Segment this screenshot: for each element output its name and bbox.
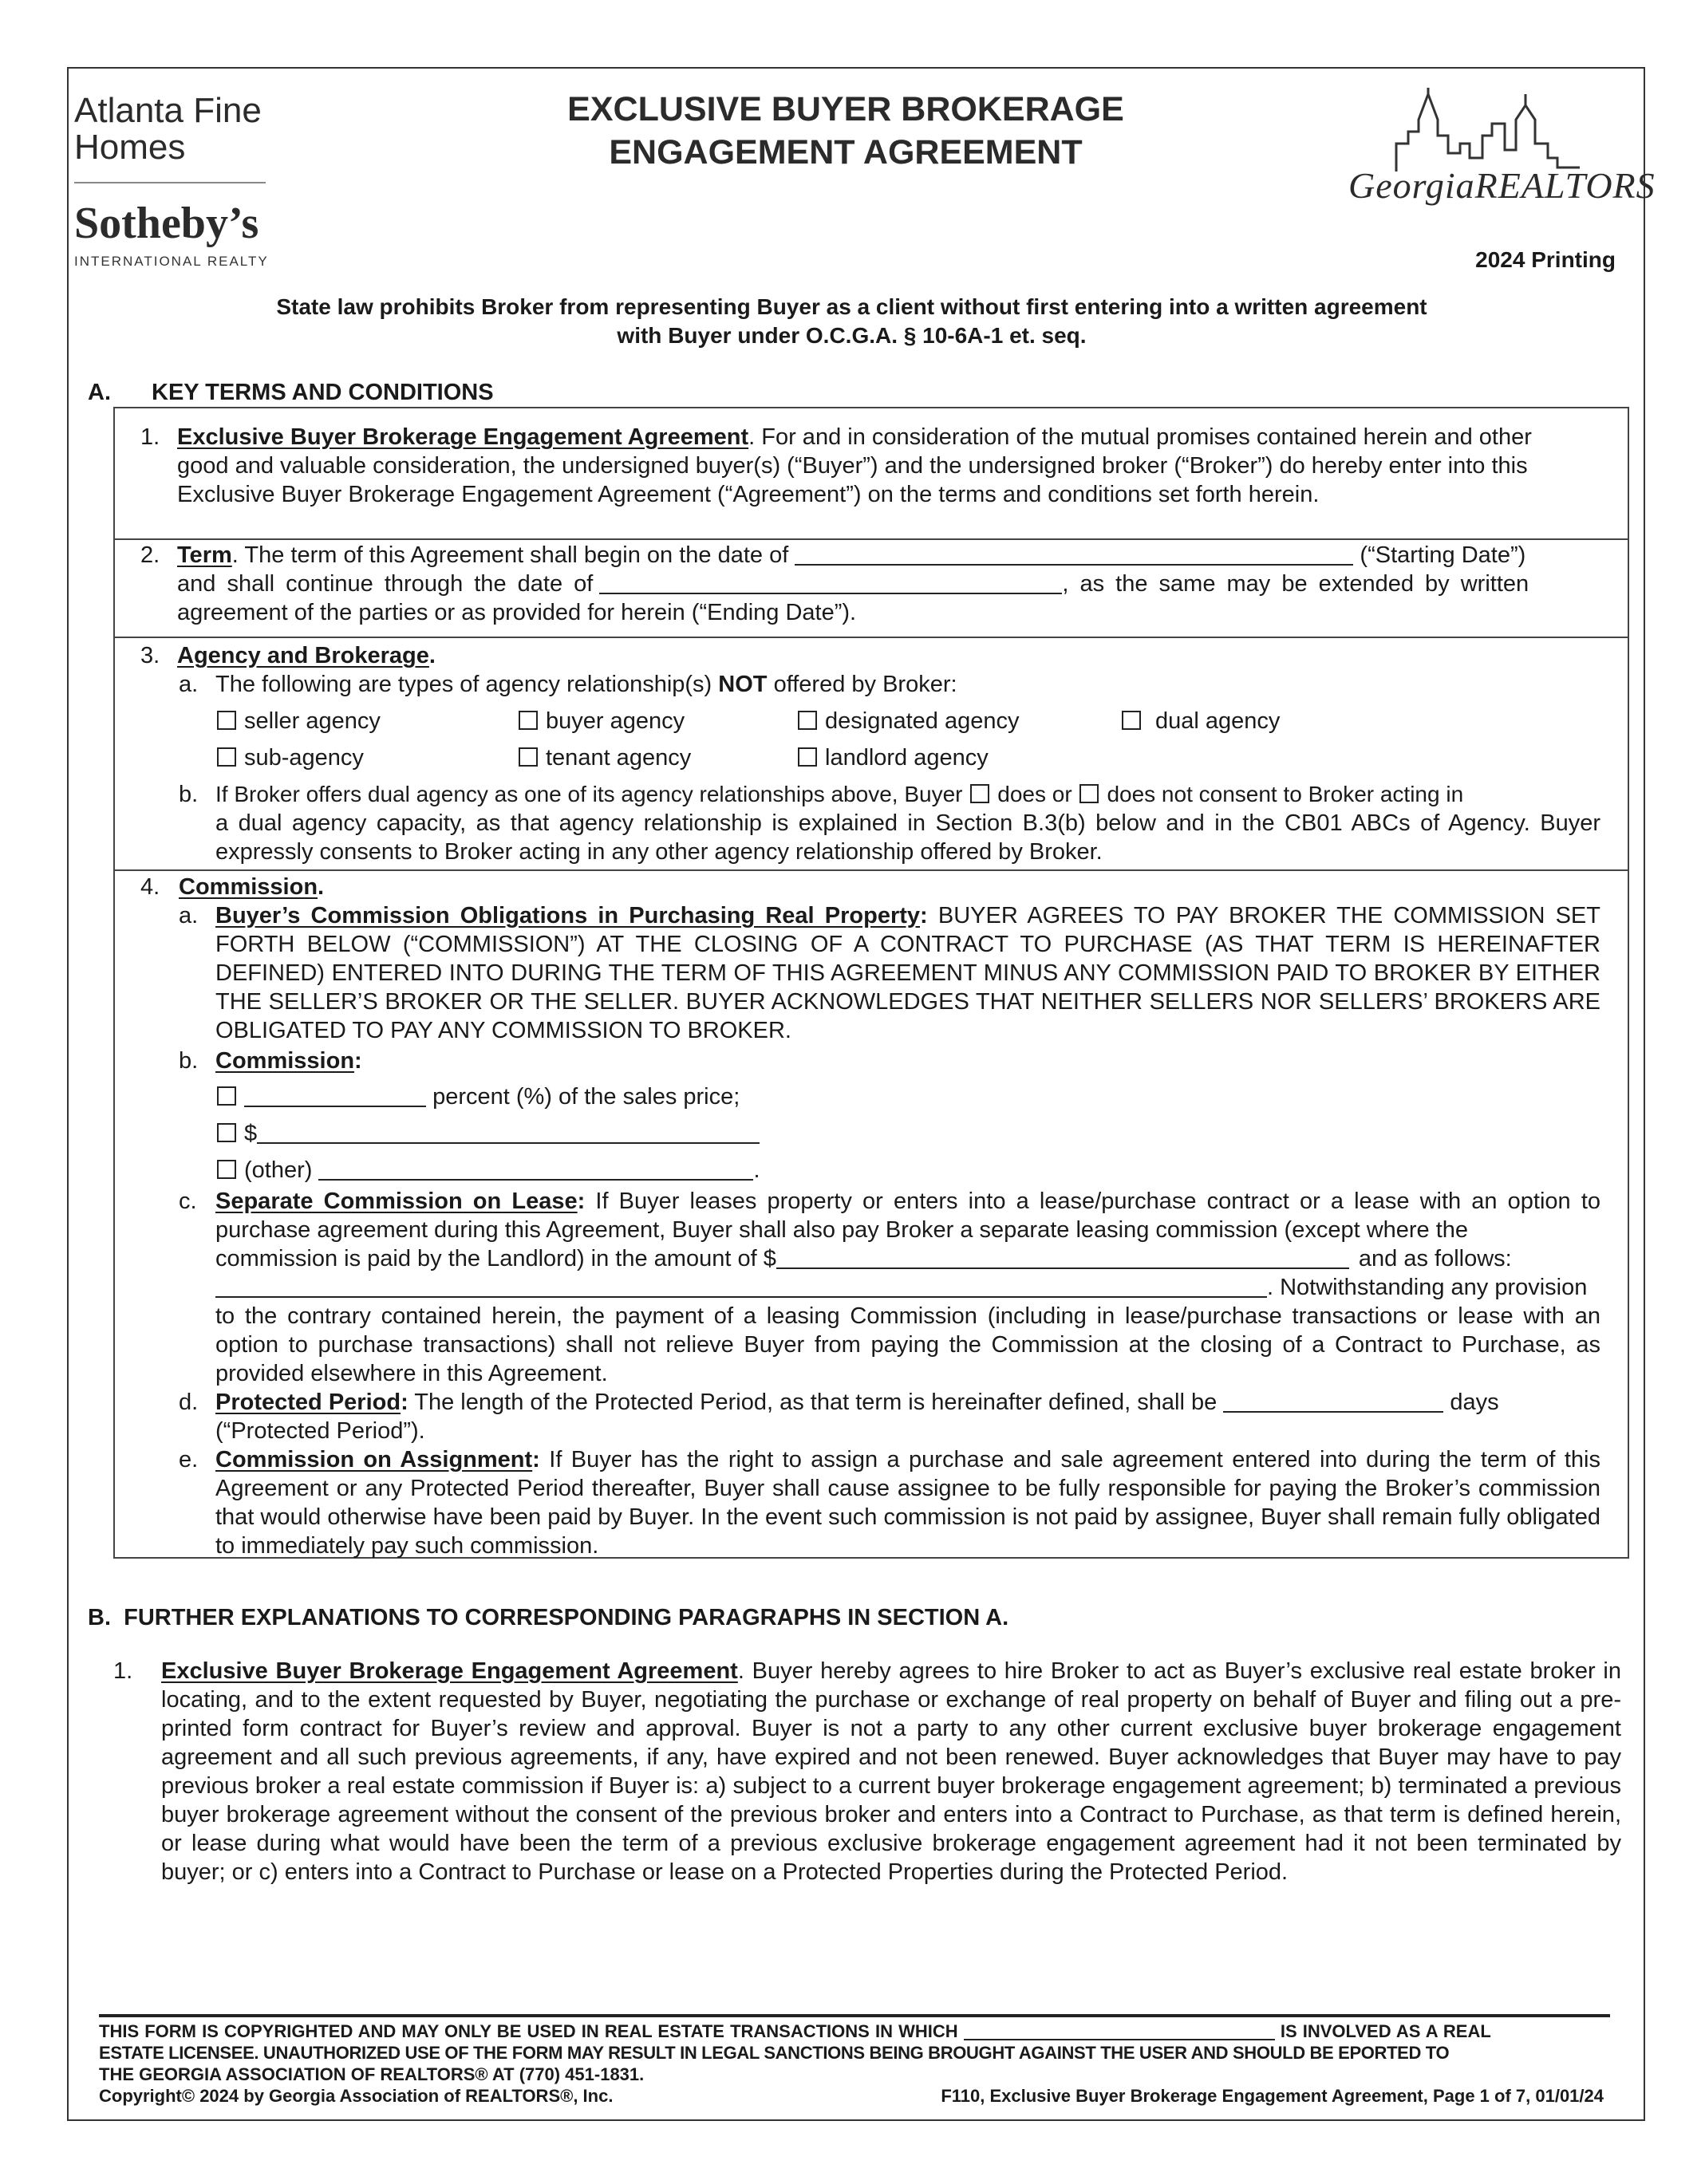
a3b-post: does not consent to Broker acting in	[1107, 782, 1464, 806]
dual-consent-checkbox[interactable]	[970, 784, 989, 803]
footer-line2: ESTATE LICENSEE. UNAUTHORIZED USE OF THE FORM MAY RESULT IN LEGAL SANCTIONS BEING BROUGHT AGAINST THE USER AND SHOULD BE EPORTED TO	[99, 2043, 1450, 2063]
starting-date-field[interactable]	[795, 545, 1353, 566]
option-designated-agency[interactable]	[798, 707, 1019, 735]
commission-percent-option[interactable]	[217, 1082, 740, 1111]
a4b-heading	[215, 1047, 362, 1075]
lease-commission-amount-field[interactable]	[776, 1248, 1349, 1269]
commission-dollar-option[interactable]	[217, 1119, 760, 1148]
a2-title: Term	[177, 542, 232, 568]
option-seller-agency[interactable]	[217, 707, 381, 735]
title-line2: ENGAGEMENT AGREEMENT	[609, 133, 1083, 171]
option-sub-agency[interactable]	[217, 743, 364, 772]
a3-heading	[177, 641, 436, 670]
a3-row-divider	[115, 637, 1628, 638]
checkbox-icon[interactable]	[519, 747, 538, 767]
footer-form-id: F110, Exclusive Buyer Brokerage Engagement Agreement, Page 1 of 7, 01/01/24	[941, 2086, 1604, 2106]
a4e-text: If Buyer has the right to assign a purchase and sale agreement entered into during the term of this Agreement or any Protected Period thereafter, Buyer shall cause assignee to be fully responsible for paying the Broker’s commission that would otherwise have been paid by Buyer. In the event such commission is not paid by assignee, Buyer shall remain fully obligated to immediately pay such commission.	[215, 1447, 1600, 1559]
a3a-pre: The following are types of agency relationship(s)	[215, 672, 712, 697]
a4d-days: days	[1450, 1390, 1499, 1415]
a3b-pre: If Broker offers dual agency as one of its agency relationships above, Buyer	[215, 782, 963, 806]
georgia-realtors-logo	[1348, 88, 1656, 223]
georgia-realtors-wordmark: GeorgiaREALTORS	[1348, 165, 1656, 206]
a2-row-divider	[115, 538, 1628, 540]
a4d-colon: :	[401, 1390, 408, 1415]
option-label: designated agency	[825, 708, 1020, 734]
checkbox-icon[interactable]	[798, 747, 817, 767]
option-landlord-agency[interactable]	[798, 743, 989, 772]
a2-starting-date-label: (“Starting Date”)	[1360, 542, 1526, 568]
commission-percent-field[interactable]	[244, 1086, 426, 1107]
section-a-heading: KEY TERMS AND CONDITIONS	[152, 380, 494, 405]
footer-rule	[99, 2014, 1610, 2017]
brokerage-logo	[74, 93, 269, 270]
checkbox-icon[interactable]	[519, 711, 538, 730]
page-title	[447, 88, 1245, 174]
commission-percent-label: percent (%) of the sales price;	[432, 1084, 740, 1110]
a4a-paragraph	[215, 901, 1600, 1045]
a2-line2	[177, 570, 1581, 598]
checkbox-icon[interactable]	[217, 747, 236, 767]
a4d-label: d.	[179, 1390, 199, 1415]
a4e-title: Commission on Assignment	[215, 1447, 533, 1472]
a4c-title: Separate Commission on Lease	[215, 1189, 578, 1214]
brand-line2: Homes	[74, 128, 186, 167]
option-label: tenant agency	[546, 745, 692, 771]
section-a-letter: A.	[88, 380, 111, 405]
a2-line2-post: , as the same may be extended by written	[1062, 571, 1529, 597]
a3b-line1	[215, 780, 1600, 809]
licensee-name-field[interactable]	[964, 2024, 1275, 2040]
checkbox-icon[interactable]	[798, 711, 817, 730]
commission-dollar-sign: $	[244, 1121, 258, 1146]
a3a-post: offered by Broker:	[773, 672, 957, 697]
a4d-title: Protected Period	[215, 1390, 401, 1415]
a4c-text: If Buyer leases property or enters into a lease/purchase contract or a lease with an option to purchase agreement during this Agreement, Buyer shall also pay Broker a separate leasing commission (except where the	[215, 1189, 1601, 1243]
state-law-notice	[128, 293, 1576, 350]
a2-line1-text: . The term of this Agreement shall begin on the date of	[231, 542, 789, 568]
brand-line1: Atlanta Fine	[74, 91, 262, 130]
brand-sothebys: Sotheby’s	[74, 199, 259, 248]
a4a-text: BUYER AGREES TO PAY BROKER THE COMMISSION SET FORTH BELOW (“COMMISSION”) AT THE CLOSING OF A CONTRACT TO PURCHASE (AS THAT TERM IS HEREINAFTER DEFINED) ENTERED INTO DURING THE TERM OF THIS AGREEMENT MINUS ANY COMMISSION PAID TO BROKER BY EITHER THE SELLER’S BROKER OR THE SELLER. BUYER ACKNOWLEDGES THAT NEITHER SELLERS NOR SELLERS’ BROKERS ARE OBLIGATED TO PAY ANY COMMISSION TO BROKER.	[215, 903, 1600, 1043]
a3b-mid: does or	[997, 782, 1072, 806]
a3-title-tail: .	[428, 643, 436, 668]
b1-num: 1.	[113, 1658, 133, 1684]
a2-line3: agreement of the parties or as provided for herein (“Ending Date”).	[177, 600, 857, 625]
a4e-colon: :	[532, 1447, 540, 1472]
a4-title: Commission	[179, 874, 318, 900]
a4d-line1	[215, 1388, 1600, 1417]
checkbox-icon[interactable]	[217, 1086, 236, 1106]
option-dual-agency[interactable]	[1122, 707, 1280, 735]
a3-title: Agency and Brokerage	[177, 643, 429, 668]
a3b-label: b.	[179, 782, 199, 807]
a4-heading	[179, 873, 324, 901]
printing-year: 2024 Printing	[1475, 247, 1616, 272]
a3-num: 3.	[140, 643, 160, 668]
a4-num: 4.	[140, 874, 160, 900]
checkbox-icon[interactable]	[217, 1123, 236, 1142]
dual-no-consent-checkbox[interactable]	[1079, 784, 1099, 803]
a4a-colon: :	[920, 903, 928, 928]
brand-intl: INTERNATIONAL REALTY	[74, 254, 269, 269]
a4b-colon: :	[354, 1048, 362, 1074]
a4d-text: The length of the Protected Period, as that term is hereinafter defined, shall be	[414, 1390, 1218, 1415]
a4c-amount-label: commission is paid by the Landlord) in the amount of $	[215, 1246, 776, 1271]
b1-paragraph	[161, 1657, 1621, 1886]
title-line1: EXCLUSIVE BUYER BROKERAGE	[567, 90, 1124, 128]
footer-line1-post: IS INVOLVED AS A REAL	[1280, 2021, 1491, 2041]
a3a-not: NOT	[718, 672, 768, 697]
a1-text: . For and in consideration of the mutual promises contained herein and other good and valuable consideration, the undersigned buyer(s) (“Buyer”) and the undersigned broker (“Broker”) do hereby enter into this Exclusive Buyer Brokerage Engagement Agreement (“Agreement”) on the terms and conditions set forth herein.	[177, 424, 1532, 507]
a4c-label: c.	[179, 1189, 197, 1214]
a4b-label: b.	[179, 1048, 199, 1074]
commission-other-period: .	[753, 1157, 760, 1183]
a4e-label: e.	[179, 1447, 199, 1472]
protected-period-days-field[interactable]	[1223, 1392, 1443, 1413]
a4e-paragraph	[215, 1445, 1600, 1560]
a3a-text	[215, 670, 957, 699]
a1-title: Exclusive Buyer Brokerage Engagement Agreement	[177, 424, 749, 450]
commission-other-label: (other)	[244, 1157, 313, 1183]
section-b-heading: B. FURTHER EXPLANATIONS TO CORRESPONDING PARAGRAPHS IN SECTION A.	[88, 1605, 1009, 1630]
a4a-title: Buyer’s Commission Obligations in Purchasing Real Property	[215, 903, 921, 928]
state-law-line2: with Buyer under O.C.G.A. § 10-6A-1 et. seq.	[617, 323, 1087, 348]
a4c-colon: :	[577, 1189, 586, 1214]
commission-other-field[interactable]	[318, 1160, 753, 1181]
a4c-line3	[215, 1244, 1600, 1273]
footer-line1	[99, 2020, 1610, 2042]
option-buyer-agency[interactable]	[519, 707, 685, 735]
a3a-label: a.	[179, 672, 199, 697]
lease-commission-terms-field[interactable]	[215, 1277, 1267, 1298]
option-tenant-agency[interactable]	[519, 743, 691, 772]
a4c-line4	[215, 1273, 1600, 1302]
b1-text: . Buyer hereby agrees to hire Broker to act as Buyer’s exclusive real estate broker in locating, and to the extent requested by Buyer, negotiating the purchase or exchange of real property on behalf of Buyer and filing out a pre-printed form contract for Buyer’s review and approval. Buyer is not a party to any other current exclusive buyer brokerage engagement agreement and all such previous agreements, if any, have expired and not been renewed. Buyer acknowledges that Buyer may have to pay previous broker a real estate commission if Buyer is: a) subject to a current buyer brokerage engagement agreement; b) terminated a previous buyer brokerage agreement without the consent of the previous broker and enters into a Contract to Purchase, as that term is defined herein, or lease during what would have been the term of a previous exclusive brokerage engagement agreement had it not been terminated by buyer; or c) enters into a Contract to Purchase or lease on a Protected Properties during the Protected Period.	[161, 1658, 1622, 1885]
option-label: landlord agency	[825, 745, 989, 771]
a4b-title: Commission	[215, 1048, 355, 1074]
a4-row-divider	[115, 869, 1628, 871]
footer-line3: THE GEORGIA ASSOCIATION OF REALTORS® AT (770) 451-1831.	[99, 2064, 645, 2084]
a2-num: 2.	[140, 542, 160, 568]
a4c-as-follows: and as follows:	[1358, 1246, 1512, 1271]
a4-title-tail: .	[318, 874, 325, 900]
a1-paragraph	[177, 423, 1541, 509]
a2-line2-text: and shall continue through the date of	[177, 571, 594, 597]
a1-num: 1.	[140, 424, 160, 450]
skyline-icon	[1348, 88, 1588, 175]
a4a-label: a.	[179, 903, 199, 928]
checkbox-icon[interactable]	[1122, 711, 1141, 730]
a2-line1	[177, 541, 1581, 570]
commission-other-option[interactable]	[217, 1156, 760, 1185]
option-label: seller agency	[244, 708, 381, 734]
footer-copyright: Copyright© 2024 by Georgia Association of REALTORS®, Inc.	[99, 2086, 614, 2106]
footer-line1-pre: THIS FORM IS COPYRIGHTED AND MAY ONLY BE USED IN REAL ESTATE TRANSACTIONS IN WHICH	[99, 2021, 958, 2041]
b1-title: Exclusive Buyer Brokerage Engagement Agreement	[161, 1658, 738, 1684]
option-label: buyer agency	[546, 708, 685, 734]
ending-date-field[interactable]	[599, 574, 1062, 594]
checkbox-icon[interactable]	[217, 711, 236, 730]
key-terms-box	[113, 407, 1629, 1559]
commission-dollar-field[interactable]	[257, 1123, 760, 1144]
a4c-line1	[215, 1187, 1600, 1244]
option-label: dual agency	[1155, 708, 1281, 734]
state-law-line1: State law prohibits Broker from representing Buyer as a client without first entering into a written agreement	[276, 294, 1427, 319]
a4d-line2: (“Protected Period”).	[215, 1418, 425, 1444]
option-label: sub-agency	[244, 745, 364, 771]
brand-divider	[74, 182, 266, 183]
checkbox-icon[interactable]	[217, 1160, 236, 1179]
a4c-notwithstanding: . Notwithstanding any provision	[1267, 1275, 1588, 1300]
a4c-rest: to the contrary contained herein, the payment of a leasing Commission (including in lease/purchase transactions or lease with an option to purchase transactions) shall not relieve Buyer from paying the Commission at the closing of a Contract to Purchase, as provided elsewhere in this Agreement.	[215, 1303, 1600, 1386]
a3b-rest: a dual agency capacity, as that agency relationship is explained in Section B.3(b) below and in the CB01 ABCs of Agency. Buyer expressly consents to Broker acting in any other agency relationship offered by Broker.	[215, 810, 1600, 865]
